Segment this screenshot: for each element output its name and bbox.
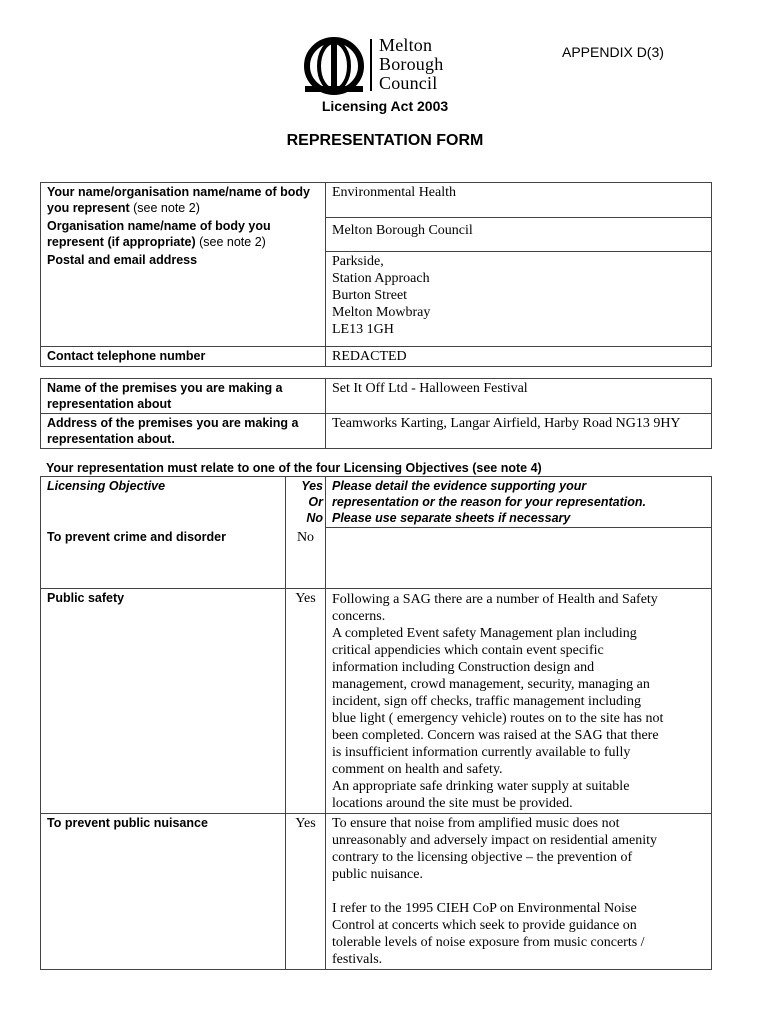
- col-evidence-line: representation or the reason for your representation.: [332, 495, 646, 509]
- council-logo: [303, 36, 463, 96]
- col-yes-no-header: [286, 477, 326, 528]
- table-row: [41, 217, 712, 251]
- organisation-label-note: (see note 2): [195, 235, 266, 249]
- evidence-line: been completed. Concern was raised at the SAG that there: [332, 727, 659, 743]
- evidence-line: Following a SAG there are a number of Health and Safety: [332, 591, 658, 607]
- col-yn-line: Yes: [301, 479, 323, 493]
- evidence-line: A completed Event safety Management plan including: [332, 625, 637, 641]
- table-row: [41, 813, 712, 969]
- phone-label-text: Contact telephone number: [47, 348, 206, 363]
- col-yn-line: Or: [308, 495, 323, 509]
- evidence-line: unreasonably and adversely impact on residential amenity: [332, 832, 658, 848]
- evidence-public-safety: [326, 588, 712, 813]
- council-name-line: Borough: [379, 54, 444, 74]
- objective-label: To prevent public nuisance: [47, 815, 208, 830]
- answer-public-nuisance: Yes: [286, 813, 326, 969]
- evidence-line: comment on health and safety.: [332, 761, 503, 777]
- phone-value: REDACTED: [326, 346, 712, 366]
- premises-name-label: [41, 379, 326, 414]
- address-line: Melton Mowbray: [332, 304, 431, 320]
- address-line: Burton Street: [332, 287, 408, 303]
- objective-label: To prevent crime and disorder: [47, 529, 226, 544]
- council-emblem-icon: [303, 36, 367, 96]
- evidence-line: contrary to the licensing objective – the prevention of: [332, 849, 633, 865]
- phone-label: [41, 346, 326, 366]
- evidence-line: locations around the site must be provided.: [332, 795, 573, 811]
- evidence-line: Control at concerts which seek to provide guidance on: [332, 917, 637, 933]
- organisation-value: Melton Borough Council: [326, 217, 712, 251]
- evidence-line: An appropriate safe drinking water supply at suitable: [332, 778, 630, 794]
- objective-crime: [41, 528, 286, 589]
- evidence-line: blue light ( emergency vehicle) routes on to the site has not: [332, 710, 664, 726]
- evidence-line: tolerable levels of noise exposure from music concerts /: [332, 934, 645, 950]
- evidence-public-nuisance: [326, 813, 712, 969]
- table-row: [41, 379, 712, 414]
- table-row: [41, 346, 712, 366]
- premises-address-label-text: Address of the premises you are making a representation about.: [47, 416, 299, 446]
- council-name-line: Council: [379, 73, 438, 93]
- act-title: Licensing Act 2003: [321, 98, 449, 114]
- objective-label: Public safety: [47, 590, 125, 605]
- organisation-label: [41, 217, 326, 251]
- evidence-line: festivals.: [332, 951, 383, 967]
- col-yn-line: No: [306, 511, 323, 525]
- appendix-label: APPENDIX D(3): [562, 44, 664, 60]
- evidence-line: incident, sign off checks, traffic management including: [332, 693, 641, 709]
- evidence-line: critical appendicies which contain event specific: [332, 642, 604, 658]
- organisation-label-text: Organisation name/name of body you represent (if appropriate): [47, 219, 271, 249]
- name-value: Environmental Health: [326, 183, 712, 218]
- address-value: [326, 251, 712, 346]
- evidence-line: is insufficient information currently available to fully: [332, 744, 631, 760]
- table-row: [41, 588, 712, 813]
- evidence-line: information including Construction design and: [332, 659, 595, 675]
- evidence-line: public nuisance.: [332, 866, 423, 882]
- name-label-text: Your name/organisation name/name of body you represent: [47, 185, 311, 215]
- table-row: [41, 183, 712, 218]
- form-title: REPRESENTATION FORM: [286, 132, 484, 149]
- col-evidence-line: Please use separate sheets if necessary: [332, 511, 571, 525]
- objectives-intro: Your representation must relate to one of the four Licensing Objectives (see note 4): [46, 461, 542, 475]
- premises-address-label: [41, 414, 326, 449]
- table-row: [41, 528, 712, 589]
- table-row: [41, 414, 712, 449]
- address-label: [41, 251, 326, 346]
- evidence-line: To ensure that noise from amplified music does not: [332, 815, 620, 831]
- premises-name-label-text: Name of the premises you are making a representation about: [47, 381, 283, 411]
- evidence-line: I refer to the 1995 CIEH CoP on Environmental Noise: [332, 900, 637, 916]
- name-label-note: (see note 2): [129, 201, 200, 215]
- evidence-line: management, crowd management, security, managing an: [332, 676, 650, 692]
- col-objective-header: Licensing Objective: [41, 477, 286, 528]
- objective-public-nuisance: [41, 813, 286, 969]
- objective-public-safety: [41, 588, 286, 813]
- table-row: [41, 251, 712, 346]
- contact-details-table: [40, 182, 712, 367]
- answer-crime: No: [286, 528, 326, 589]
- address-label-text: Postal and email address: [47, 253, 198, 267]
- council-name: [379, 36, 443, 93]
- answer-public-safety: Yes: [286, 588, 326, 813]
- evidence-crime: [326, 528, 712, 589]
- evidence-line: concerns.: [332, 608, 386, 624]
- table-header-row: [41, 477, 712, 528]
- premises-table: [40, 378, 712, 449]
- licensing-objectives-table: [40, 476, 712, 970]
- name-label: [41, 183, 326, 218]
- council-name-line: Melton: [379, 35, 433, 55]
- col-evidence-line: Please detail the evidence supporting your: [332, 479, 587, 493]
- logo-divider: [370, 39, 372, 91]
- paragraph-gap: [332, 883, 705, 900]
- address-line: Parkside,: [332, 253, 384, 269]
- premises-name-value: Set It Off Ltd - Halloween Festival: [326, 379, 712, 414]
- address-line: Station Approach: [332, 270, 430, 286]
- address-line: LE13 1GH: [332, 321, 394, 337]
- premises-address-value: Teamworks Karting, Langar Airfield, Harby Road NG13 9HY: [326, 414, 712, 449]
- col-evidence-header: [326, 477, 712, 528]
